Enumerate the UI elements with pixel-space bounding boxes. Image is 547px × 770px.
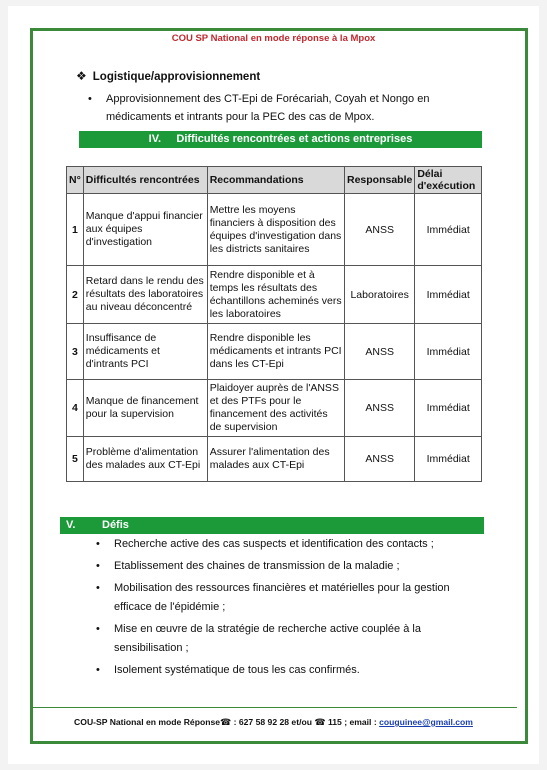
section-5-banner <box>60 517 484 534</box>
bullet-icon: • <box>96 582 100 594</box>
bullet-icon: • <box>88 93 92 105</box>
list-item <box>96 620 488 658</box>
row-responsible: ANSS <box>344 324 414 380</box>
phone-icon: ☎ <box>314 717 326 727</box>
row-number: 4 <box>67 380 84 437</box>
bullet-icon: • <box>96 623 100 635</box>
challenges-list <box>96 535 488 683</box>
logistique-bullet-text: Approvisionnement des CT-Epi de Forécariah, Coyah et Nongo en médicaments et intrants pour la PEC des cas de Mpox. <box>106 93 430 123</box>
bullet-icon: • <box>96 538 100 550</box>
row-recommendation: Assurer l'alimentation des malades aux CT-Epi <box>207 437 344 482</box>
bullet-icon: • <box>96 664 100 676</box>
row-difficulty: Retard dans le rendu des résultats des laboratoires au niveau déconcentré <box>83 266 207 324</box>
table-header-row <box>67 167 482 194</box>
diamond-bullet-icon: ❖ <box>76 69 87 83</box>
row-recommendation: Mettre les moyens financiers à disposition des équipes d'investigation dans les districts sanitaires <box>207 194 344 266</box>
header-difficultes: Difficultés rencontrées <box>83 167 207 194</box>
page-footer <box>0 717 547 728</box>
list-item-text: Recherche active des cas suspects et identification des contacts ; <box>114 538 434 550</box>
section-4-title: Difficultés rencontrées et actions entreprises <box>176 133 413 145</box>
footer-hotline: 115 ; email : <box>325 717 380 727</box>
list-item <box>96 661 488 680</box>
row-number: 2 <box>67 266 84 324</box>
list-item <box>96 557 488 576</box>
header-n: N° <box>67 167 84 194</box>
table-row <box>67 380 482 437</box>
section-4-banner <box>79 131 482 148</box>
list-item <box>96 579 488 617</box>
header-recommandations: Recommandations <box>207 167 344 194</box>
row-deadline: Immédiat <box>415 324 482 380</box>
section-5-title: Défis <box>102 519 129 531</box>
row-deadline: Immédiat <box>415 380 482 437</box>
list-item-text: Isolement systématique de tous les cas confirmés. <box>114 664 360 676</box>
footer-org: COU-SP National en mode Réponse <box>74 717 221 727</box>
row-difficulty: Manque de financement pour la supervision <box>83 380 207 437</box>
header-delai: Délai d'exécution <box>415 167 482 194</box>
row-deadline: Immédiat <box>415 266 482 324</box>
row-number: 5 <box>67 437 84 482</box>
row-responsible: ANSS <box>344 380 414 437</box>
phone-icon: ☎ <box>220 717 232 727</box>
bullet-icon: • <box>96 560 100 572</box>
section-5-number: V. <box>66 519 76 531</box>
row-responsible: Laboratoires <box>344 266 414 324</box>
row-difficulty: Insuffisance de médicaments et d'intrants PCI <box>83 324 207 380</box>
row-number: 1 <box>67 194 84 266</box>
logistique-heading <box>76 69 260 83</box>
row-difficulty: Manque d'appui financier aux équipes d'investigation <box>83 194 207 266</box>
header-responsable: Responsable <box>344 167 414 194</box>
list-item-text: Mobilisation des ressources financières et matérielles pour la gestion efficace de l'épidémie ; <box>114 582 450 613</box>
footer-divider <box>30 707 517 708</box>
difficulties-table <box>66 166 482 482</box>
row-recommendation: Rendre disponible et à temps les résultats des échantillons acheminés vers les laboratoires <box>207 266 344 324</box>
row-deadline: Immédiat <box>415 437 482 482</box>
footer-phone: : 627 58 92 28 et/ou <box>231 717 315 727</box>
row-responsible: ANSS <box>344 194 414 266</box>
row-recommendation: Plaidoyer auprès de l'ANSS et des PTFs pour le financement des activités de supervision <box>207 380 344 437</box>
list-item <box>96 535 488 554</box>
list-item-text: Mise en œuvre de la stratégie de recherche active couplée à la sensibilisation ; <box>114 623 421 654</box>
row-responsible: ANSS <box>344 437 414 482</box>
logistique-heading-text: Logistique/approvisionnement <box>92 71 261 83</box>
row-number: 3 <box>67 324 84 380</box>
row-difficulty: Problème d'alimentation des malades aux CT-Epi <box>83 437 207 482</box>
table-row <box>67 194 482 266</box>
table-row <box>67 324 482 380</box>
row-recommendation: Rendre disponible les médicaments et intrants PCI dans les CT-Epi <box>207 324 344 380</box>
section-4-number: IV. <box>148 133 162 145</box>
table-row <box>67 437 482 482</box>
footer-email-link[interactable]: couguinee@gmail.com <box>379 717 473 727</box>
logistique-bullet <box>88 90 468 126</box>
list-item-text: Etablissement des chaines de transmission de la maladie ; <box>114 560 400 572</box>
row-deadline: Immédiat <box>415 194 482 266</box>
table-row <box>67 266 482 324</box>
page-header: COU SP National en mode réponse à la Mpox <box>171 33 376 44</box>
